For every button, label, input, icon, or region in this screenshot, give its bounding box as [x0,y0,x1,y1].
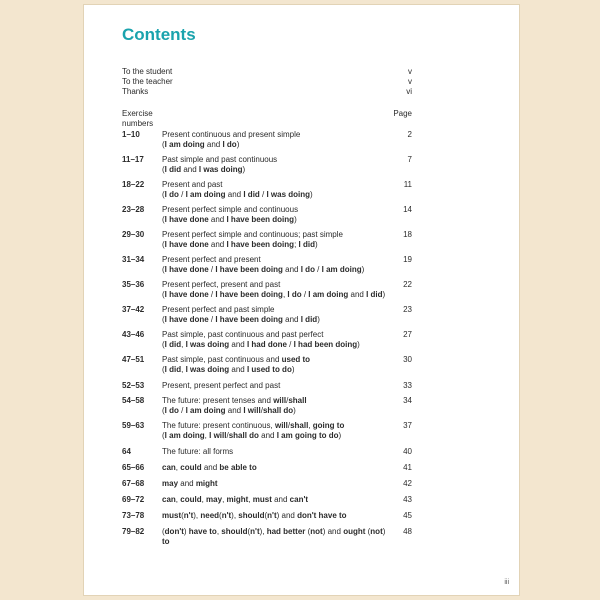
form-text: have to [188,527,217,536]
plain-text: and [258,431,277,440]
exercise-numbers: 37–42 [122,305,145,314]
plain-text: and [225,406,244,415]
plain-text: ) [317,315,320,324]
plain-text: , [201,495,207,504]
plain-text: ( [162,527,165,536]
exercise-numbers: 29–30 [122,230,145,239]
plain-text: , [222,495,227,504]
form-text: I had done [246,340,287,349]
entry-line [162,406,394,416]
form-text: may [206,495,223,504]
form-text: I did [164,365,182,374]
contents-entry[interactable] [122,396,412,416]
form-text: might [195,479,218,488]
plain-text: ( [365,527,371,536]
plain-text: and [348,290,367,299]
entry-line [162,355,394,365]
exercise-numbers: 67–68 [122,479,145,488]
plain-text: and [181,165,199,174]
entry-line [162,190,394,200]
form-text: will [274,421,288,430]
plain-text: / [208,290,216,299]
plain-text: ( [162,340,165,349]
form-text: I have been doing [226,240,295,249]
entry-description [162,421,394,441]
form-text: I used to do [246,365,292,374]
plain-text: ) and [276,511,298,520]
plain-text: ) [293,406,296,415]
plain-text: / [208,265,216,274]
contents-entry[interactable] [122,255,412,275]
plain-text: and [225,190,244,199]
entry-line: The future: all forms [162,447,234,456]
form-text: I have been doing [215,315,283,324]
entry-page: 27 [403,330,412,339]
plain-text: ) [291,365,295,374]
entry-description [162,495,394,505]
form-text: I am doing [321,265,362,274]
plain-text: ) [382,527,386,536]
form-text: I will [243,406,261,415]
form-text: I have done [164,315,209,324]
plain-text: , [175,495,181,504]
form-text: should [238,511,265,520]
form-text: need [200,511,220,520]
plain-text: ( [219,511,222,520]
plain-text: ( [162,431,165,440]
entry-description [162,255,394,275]
entry-page: 11 [403,180,412,189]
plain-text: and [282,265,301,274]
contents-entry[interactable] [122,447,412,457]
entry-page: 19 [403,255,412,264]
entry-page: 43 [403,495,412,504]
exercise-numbers: 18–22 [122,180,145,189]
form-text: I am doing [308,290,349,299]
exercise-numbers: 65–66 [122,463,145,472]
plain-text: and [229,365,247,374]
plain-text: and [178,479,196,488]
entry-description [162,527,394,547]
entry-line [162,215,394,225]
plain-text: ) [338,431,342,440]
plain-text: ( [162,406,165,415]
entry-page: 18 [403,230,412,239]
plain-text: ), [231,511,239,520]
contents-entry[interactable] [122,330,412,350]
plain-text: ( [247,527,251,536]
contents-entry[interactable] [122,463,412,473]
front-matter-label: Thanks [122,87,149,96]
plain-text: / [301,290,309,299]
contents-entry[interactable] [122,155,412,175]
contents-page [83,4,520,596]
entry-description [162,463,394,473]
entry-page: 23 [403,305,412,314]
plain-text: / [259,190,267,199]
entry-line: Present perfect simple and continuous [162,205,299,214]
entry-page: 40 [403,447,412,456]
form-text: n't [221,511,232,520]
entry-page: 7 [407,155,412,164]
exercise-numbers: 35–36 [122,280,145,289]
exercise-numbers: 64 [122,447,131,456]
plain-text: ( [162,365,165,374]
form-text: I was doing [266,190,311,199]
front-matter-item[interactable] [122,87,412,97]
form-text: had better [266,527,306,536]
contents-entry[interactable] [122,381,412,391]
contents-entry[interactable] [122,511,412,521]
front-matter-item[interactable] [122,67,412,77]
form-text: I do [300,265,315,274]
front-matter-page: v [408,67,412,76]
exercise-numbers: 1–10 [122,130,140,139]
entry-description [162,180,394,200]
plain-text: ( [162,315,165,324]
form-text: I do [222,140,237,149]
plain-text: , [248,495,253,504]
plain-text: / [226,431,229,440]
entry-line: Present and past [162,180,223,189]
form-text: must [162,511,182,520]
form-text: I am doing [185,190,226,199]
contents-entry[interactable] [122,421,412,441]
form-text: I did [164,340,182,349]
form-text: I am doing [164,140,205,149]
plain-text: , [308,421,313,430]
plain-text: / [178,190,186,199]
plain-text: ( [305,527,311,536]
plain-text: ) [294,215,297,224]
form-text: shall do [228,431,259,440]
form-text: can [162,463,176,472]
form-text: I have been doing [226,215,295,224]
plain-text: and [204,140,223,149]
entry-description [162,381,394,391]
form-text: don't have to [297,511,347,520]
plain-text: The future: present tenses and [162,396,274,405]
entry-line [162,265,394,275]
form-text: going to [312,421,345,430]
entry-page: 14 [403,205,412,214]
entry-line: Past simple and past continuous [162,155,278,164]
entry-description [162,280,394,300]
form-text: I did [164,165,182,174]
plain-text: / [286,340,294,349]
plain-text: / [208,315,216,324]
plain-text: ( [181,511,184,520]
plain-text: ), [259,527,267,536]
entry-description [162,479,394,489]
plain-text: ( [162,140,165,149]
entry-page: 48 [403,527,412,536]
form-text: I have done [164,265,209,274]
page-title: Contents [122,25,196,44]
contents-list [122,130,412,547]
plain-text: ( [264,511,268,520]
form-text: n't [183,511,194,520]
plain-text: and [208,240,227,249]
plain-text: ( [162,240,165,249]
entry-line [162,495,394,505]
plain-text: / [260,406,263,415]
form-text: I have been doing [215,265,283,274]
entry-description [162,205,394,225]
form-text: I was doing [198,165,243,174]
entry-description [162,330,394,350]
contents-entry[interactable] [122,495,412,505]
plain-text: ) [361,265,365,274]
form-text: not [370,527,383,536]
entry-description [162,130,394,150]
entry-description [162,230,394,250]
plain-text: / [314,265,322,274]
entry-line [162,527,394,547]
form-text: could [180,495,202,504]
contents-entry[interactable] [122,527,412,547]
entry-line [162,431,394,441]
plain-text: ( [162,215,165,224]
plain-text: , [181,340,186,349]
front-matter-page: vi [406,87,412,96]
plain-text: and [229,340,247,349]
entry-page: 22 [403,280,412,289]
contents-entry[interactable] [122,230,412,250]
form-text: I will [209,431,227,440]
plain-text: ( [162,190,165,199]
contents-entry[interactable] [122,180,412,200]
entry-page: 45 [403,511,412,520]
entry-line [162,511,394,521]
entry-description [162,396,394,416]
plain-text: ) [314,240,318,249]
exercise-numbers: 47–51 [122,355,145,364]
form-text: I have done [164,290,209,299]
form-text: ought [343,527,366,536]
entry-page: 34 [403,396,412,405]
entry-line [162,290,394,300]
form-text: I was doing [185,365,230,374]
form-text: I have done [164,240,209,249]
entry-line: Present perfect simple and continuous; past simple [162,230,343,239]
contents-entry[interactable] [122,355,412,375]
form-text: to [162,537,170,546]
exercise-numbers: 43–46 [122,330,145,339]
plain-text: ) and [322,527,344,536]
exercise-numbers-heading: Exercise numbers [122,109,154,128]
form-text: I did [243,190,260,199]
form-text: shall [290,421,309,430]
entry-description [162,447,394,457]
plain-text: and [208,215,227,224]
plain-text: ) [183,527,189,536]
entry-line [162,165,394,175]
entry-page: 41 [403,463,412,472]
entry-description [162,155,394,175]
plain-text: , [204,431,210,440]
exercise-numbers: 73–78 [122,511,145,520]
entry-page: 2 [407,130,412,139]
front-matter-page: v [408,77,412,86]
entry-line [162,365,394,375]
contents-entry[interactable] [122,305,412,325]
plain-text: ) [310,190,313,199]
form-text: I was doing [185,340,230,349]
entry-line [162,340,394,350]
form-text: may [162,479,179,488]
exercise-numbers: 79–82 [122,527,145,536]
plain-text: , [216,527,222,536]
front-matter-item[interactable] [122,77,412,87]
exercise-numbers: 59–63 [122,421,145,430]
entry-line [162,240,394,250]
entry-line [162,140,394,150]
form-text: shall [288,396,307,405]
plain-text: ( [162,265,165,274]
plain-text: , [181,365,186,374]
form-text: can [162,495,176,504]
plain-text: ( [162,165,165,174]
entry-line: Present, present perfect and past [162,381,281,390]
form-text: I have done [164,215,209,224]
entry-line: Present continuous and present simple [162,130,301,139]
exercise-numbers: 31–34 [122,255,145,264]
exercise-numbers: 23–28 [122,205,145,214]
plain-text: ) [357,340,360,349]
entry-line: Past simple, past continuous and past perfect [162,330,324,339]
plain-text: / [286,396,289,405]
plain-text: , [282,290,288,299]
form-text: don't [164,527,184,536]
exercise-numbers: 69–72 [122,495,145,504]
entry-line: Present perfect, present and past [162,280,281,289]
form-text: could [180,463,202,472]
form-text: I am doing [164,431,205,440]
form-text: I do [164,190,179,199]
front-matter-label: To the teacher [122,77,173,86]
form-text: shall do [262,406,294,415]
plain-text: The future: present continuous, [162,421,275,430]
form-text: must [252,495,272,504]
front-matter-list [122,67,412,97]
entry-line [162,463,394,473]
form-text: I have been doing [215,290,283,299]
form-text: used to [281,355,311,364]
plain-text: and [271,495,290,504]
plain-text: / [287,421,291,430]
entry-line [162,315,394,325]
exercise-numbers: 11–17 [122,155,144,164]
exercise-numbers: 54–58 [122,396,145,405]
form-text: I did [298,240,315,249]
entry-line: Present perfect and past simple [162,305,275,314]
entry-line [162,421,394,431]
form-text: I had been doing [293,340,358,349]
form-text: I do [164,406,179,415]
plain-text: and [282,315,301,324]
form-text: should [221,527,248,536]
form-text: n't [250,527,260,536]
form-text: I did [300,315,318,324]
plain-text: , [175,463,181,472]
entry-page: 37 [403,421,412,430]
entry-description [162,355,394,375]
form-text: n't [267,511,277,520]
plain-text: ) [236,140,240,149]
contents-entry[interactable] [122,280,412,300]
contents-entry[interactable] [122,479,412,489]
form-text: can't [289,495,309,504]
plain-text: ) [382,290,386,299]
entry-page: 42 [403,479,412,488]
form-text: might [226,495,249,504]
form-text: will [273,396,287,405]
plain-text: Past simple, past continuous and [162,355,282,364]
contents-entry[interactable] [122,130,412,150]
front-matter-label: To the student [122,67,173,76]
entry-page: 30 [403,355,412,364]
plain-text: and [201,463,220,472]
entry-line: Present perfect and present [162,255,261,264]
plain-text: ( [162,290,165,299]
plain-text: ), [193,511,201,520]
exercise-numbers: 52–53 [122,381,145,390]
form-text: I am going to do [276,431,339,440]
form-text: I did [366,290,383,299]
entry-line [162,479,394,489]
plain-text: / [178,406,186,415]
entry-page: 33 [403,381,412,390]
form-text: I am doing [185,406,226,415]
contents-entry[interactable] [122,205,412,225]
entry-description [162,305,394,325]
page-number: iii [504,579,509,586]
form-text: I do [287,290,302,299]
column-header [122,109,412,129]
plain-text: ; [294,240,299,249]
entry-line [162,396,394,406]
form-text: be able to [219,463,257,472]
page-heading: Page [393,109,412,118]
plain-text: ) [242,165,246,174]
entry-description [162,511,394,521]
form-text: not [310,527,323,536]
